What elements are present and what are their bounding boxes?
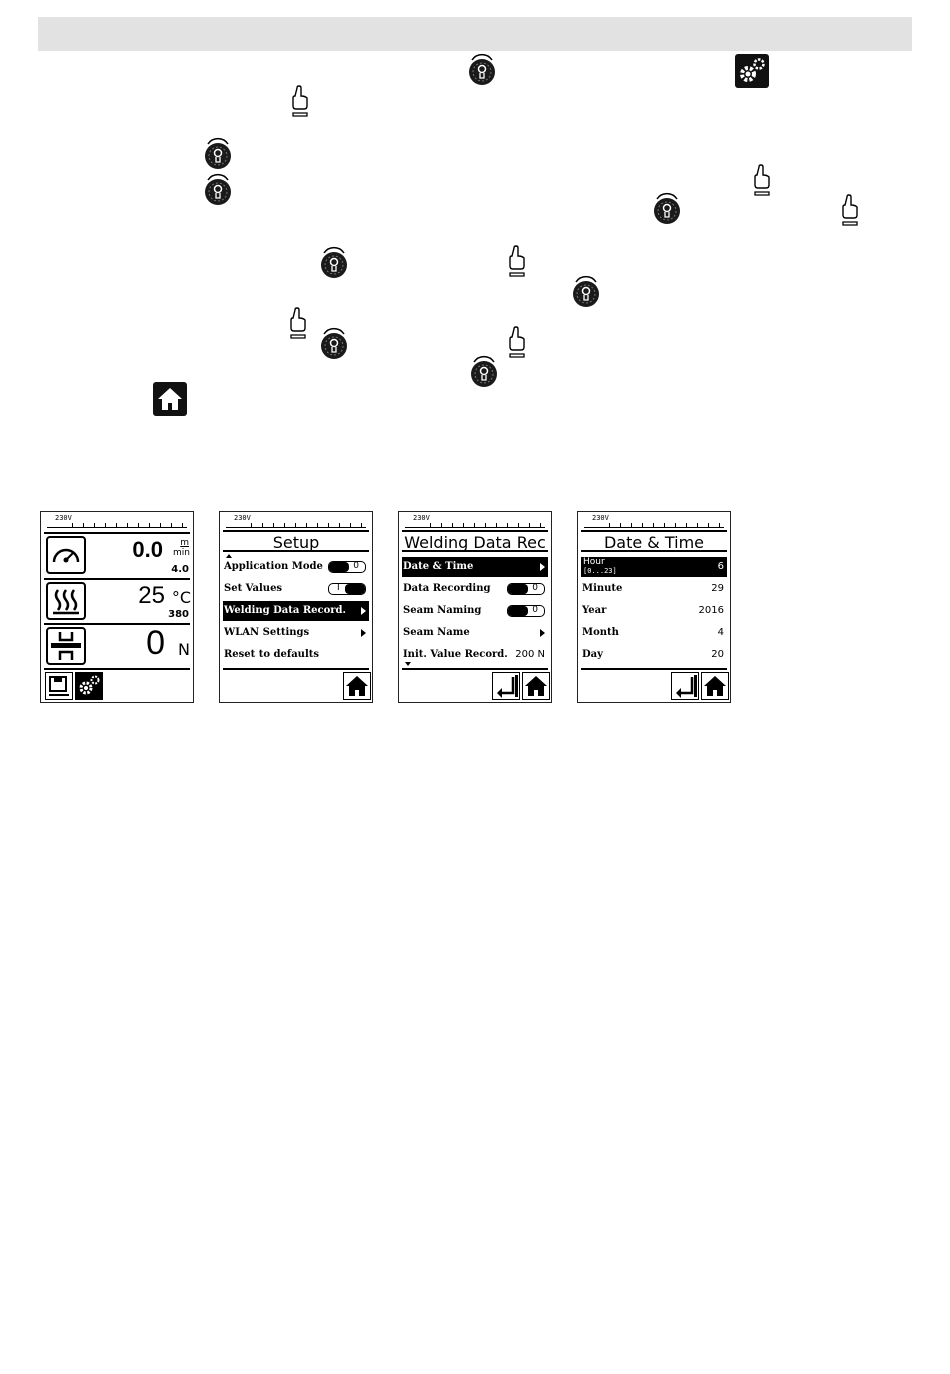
field-minute[interactable]: Minute 29 bbox=[582, 583, 724, 594]
turn-push-dial-icon bbox=[203, 173, 233, 207]
press-finger-icon bbox=[751, 163, 773, 197]
field-month[interactable]: Month 4 bbox=[582, 627, 724, 638]
voltage-label: 230V bbox=[413, 514, 430, 522]
menu-item-set-values[interactable]: Set Values I bbox=[223, 579, 369, 599]
menu-item-reset-defaults[interactable]: Reset to defaults bbox=[224, 649, 319, 660]
save-button[interactable] bbox=[45, 672, 73, 700]
screen-setup bbox=[219, 511, 373, 703]
screen-title: Setup bbox=[223, 530, 369, 552]
turn-push-dial-icon bbox=[319, 246, 349, 280]
voltage-scale bbox=[402, 514, 548, 528]
field-hour[interactable]: Hour [0...23] 6 bbox=[581, 557, 727, 577]
turn-push-dial-icon bbox=[652, 192, 682, 226]
menu-item-wlan-settings[interactable]: WLAN Settings bbox=[223, 623, 369, 643]
screen-title: Date & Time bbox=[581, 530, 727, 552]
menu-item-seam-naming[interactable]: Seam Naming 0 bbox=[402, 601, 548, 621]
menu-item-date-time[interactable]: Date & Time bbox=[402, 557, 548, 577]
home-button[interactable] bbox=[522, 672, 550, 700]
press-finger-icon bbox=[287, 306, 309, 340]
turn-push-dial-icon bbox=[571, 275, 601, 309]
force-unit: N bbox=[178, 640, 190, 659]
voltage-label: 230V bbox=[592, 514, 609, 522]
menu-item-seam-name[interactable]: Seam Name bbox=[402, 623, 548, 643]
press-finger-icon bbox=[839, 193, 861, 227]
press-finger-icon bbox=[506, 244, 528, 278]
press-finger-icon bbox=[506, 325, 528, 359]
menu-item-welding-data-record[interactable]: Welding Data Record. bbox=[223, 601, 369, 621]
menu-item-init-value-record[interactable]: Init. Value Record. 200 N bbox=[403, 649, 545, 660]
heating-icon bbox=[46, 582, 86, 620]
speed-sub-value: 4.0 bbox=[171, 564, 189, 575]
field-day[interactable]: Day 20 bbox=[582, 649, 724, 660]
voltage-label: 230V bbox=[55, 514, 72, 522]
menu-item-data-recording[interactable]: Data Recording 0 bbox=[402, 579, 548, 599]
gear-icon bbox=[735, 54, 769, 88]
menu-item-application-mode[interactable]: Application Mode 0 bbox=[223, 557, 369, 577]
back-button[interactable] bbox=[492, 672, 520, 700]
press-finger-icon bbox=[289, 84, 311, 118]
screen-title: Welding Data Rec bbox=[402, 530, 548, 552]
turn-push-dial-icon bbox=[203, 137, 233, 171]
home-button[interactable] bbox=[343, 672, 371, 700]
back-button[interactable] bbox=[671, 672, 699, 700]
speed-unit-bottom: min bbox=[173, 548, 190, 558]
turn-push-dial-icon bbox=[467, 53, 497, 87]
section-header-bar bbox=[38, 17, 912, 51]
home-button[interactable] bbox=[701, 672, 729, 700]
voltage-scale bbox=[44, 514, 190, 528]
voltage-label: 230V bbox=[234, 514, 251, 522]
press-force-icon bbox=[46, 627, 86, 665]
temp-value: 25 bbox=[138, 582, 165, 609]
voltage-scale bbox=[223, 514, 369, 528]
speedometer-icon bbox=[46, 536, 86, 574]
setup-gear-button[interactable] bbox=[75, 672, 103, 700]
home-icon bbox=[153, 382, 187, 416]
field-year[interactable]: Year 2016 bbox=[582, 605, 724, 616]
screen-main bbox=[40, 511, 194, 703]
voltage-scale bbox=[581, 514, 727, 528]
screen-welding-data bbox=[398, 511, 552, 703]
speed-unit-top: m bbox=[180, 538, 189, 548]
scroll-down-icon bbox=[405, 662, 411, 666]
temp-unit: °C bbox=[171, 588, 191, 607]
turn-push-dial-icon bbox=[319, 327, 349, 361]
turn-push-dial-icon bbox=[469, 355, 499, 389]
speed-value: 0.0 bbox=[132, 537, 163, 562]
screen-date-time bbox=[577, 511, 731, 703]
temp-sub-value: 380 bbox=[168, 609, 189, 620]
force-value: 0 bbox=[146, 624, 165, 662]
